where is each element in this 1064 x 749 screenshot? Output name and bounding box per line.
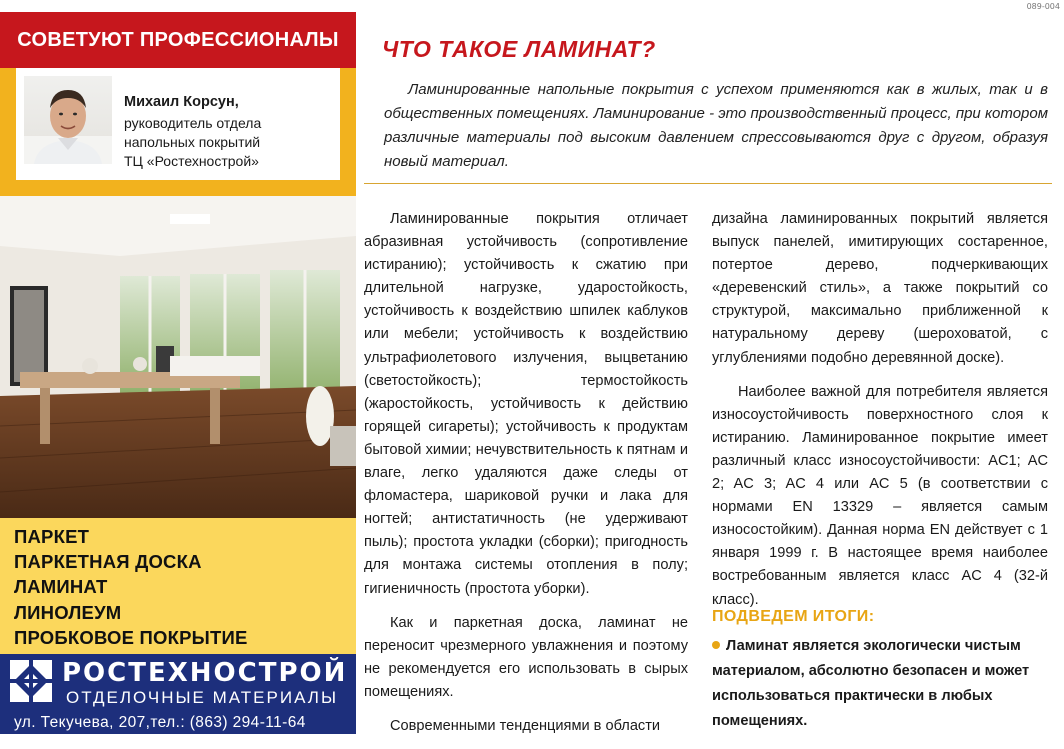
expert-role-line: напольных покрытий bbox=[124, 134, 261, 150]
bullet-icon bbox=[712, 641, 720, 649]
product-item: ЛИНОЛЕУМ bbox=[14, 601, 122, 623]
expert-photo bbox=[24, 76, 112, 164]
company-address: ул. Текучева, 207,тел.: (863) 294-11-64 bbox=[14, 714, 306, 731]
paragraph: Ламинированные покрытия отличает абразивная устойчивость (сопротивление истиранию); устойчивость к сжатию при длительной нагрузке, ударостойкость, устойчивость к воздействию шпилек каблуков или мебели; устойчивость к воздействию ультрафиолетового излучения, выцветанию (светостойкость); термостойкость (жаростойкость, устойчивость к действию горящей сигареты); устойчивость к продуктам бытовой химии; нечувствительность к пятнам и влаге, легко удаляются даже следы от фломастера, шариковой ручки и лака для ногтей; антистатичность (не удерживают пыль); простота укладки (сборки); пригодность для монтажа системы отопления в полу; гигиеничность (простота уборки). bbox=[364, 211, 688, 597]
article-column-right bbox=[712, 208, 1048, 623]
divider bbox=[364, 183, 1052, 184]
company-logo-block bbox=[0, 654, 356, 734]
article-title: ЧТО ТАКОЕ ЛАМИНАТ? bbox=[382, 36, 656, 62]
article-intro: Ламинированные напольные покрытия с успехом применяются как в жилых, так и в общественных помещениях. Ламинирование - это производственный процесс, при котором различные материалы под высоким давлением спрессовываются друг с другом, образуя новый материал. bbox=[384, 81, 1048, 170]
summary-title: ПОДВЕДЕМ ИТОГИ: bbox=[712, 608, 875, 625]
company-tagline: ОТДЕЛОЧНЫЕ МАТЕРИАЛЫ bbox=[66, 688, 338, 707]
product-list bbox=[0, 518, 356, 654]
article-column-left bbox=[364, 208, 688, 749]
paragraph: дизайна ламинированных покрытий является выпуск панелей, имитирующих состаренное, потертое дерево, подчеркивающих «деревенский стиль», а также покрытий со структурой, максимально приближенной к натуральному дереву (шероховатой, с углублениями подобно деревянной доске). bbox=[712, 211, 1048, 366]
page-code: 089-004 bbox=[1026, 2, 1060, 11]
expert-role bbox=[124, 114, 334, 171]
product-item: ПРОБКОВОЕ ПОКРЫТИЕ bbox=[14, 626, 248, 648]
company-logo-icon bbox=[10, 660, 52, 702]
paragraph: Как и паркетная доска, ламинат не переносит чрезмерного увлажнения и поэтому не рекомендуется его использовать в сырых помещениях. bbox=[364, 614, 688, 700]
expert-role-line: руководитель отдела bbox=[124, 115, 262, 131]
summary-text: Ламинат является экологически чистым материалом, абсолютно безопасен и может использоваться практически в любых помещениях. bbox=[712, 638, 1030, 729]
expert-card bbox=[16, 68, 340, 180]
product-item: ПАРКЕТНАЯ ДОСКА bbox=[14, 551, 202, 573]
product-item: ПАРКЕТ bbox=[14, 526, 90, 547]
product-item: ЛАМИНАТ bbox=[14, 576, 108, 598]
company-name: РОСТЕХНОСТРОЙ bbox=[62, 658, 348, 688]
section-banner: СОВЕТУЮТ ПРОФЕССИОНАЛЫ bbox=[0, 12, 356, 68]
expert-name: Михаил Корсун, bbox=[124, 94, 239, 110]
summary bbox=[712, 634, 1048, 734]
paragraph: Современными тенденциями в области bbox=[390, 717, 661, 734]
sidebar bbox=[0, 12, 356, 734]
expert-role-line: ТЦ «Ростехнострой» bbox=[124, 153, 259, 169]
paragraph: Наиболее важной для потребителя является износоустойчивость поверхностного слоя к истиранию. Ламинированное покрытие имеет различный класс износоустойчивости: AC1; AC 2; AC 3; AC 4 или AC 5 (в соответствии с нормами EN 13329 – является самым износостойким). Данная норма EN действует с 1 января 1999 г. В настоящее время наиболее востребованным является класс AC 4 (32-й класс). bbox=[712, 383, 1048, 608]
interior-photo bbox=[0, 196, 356, 518]
